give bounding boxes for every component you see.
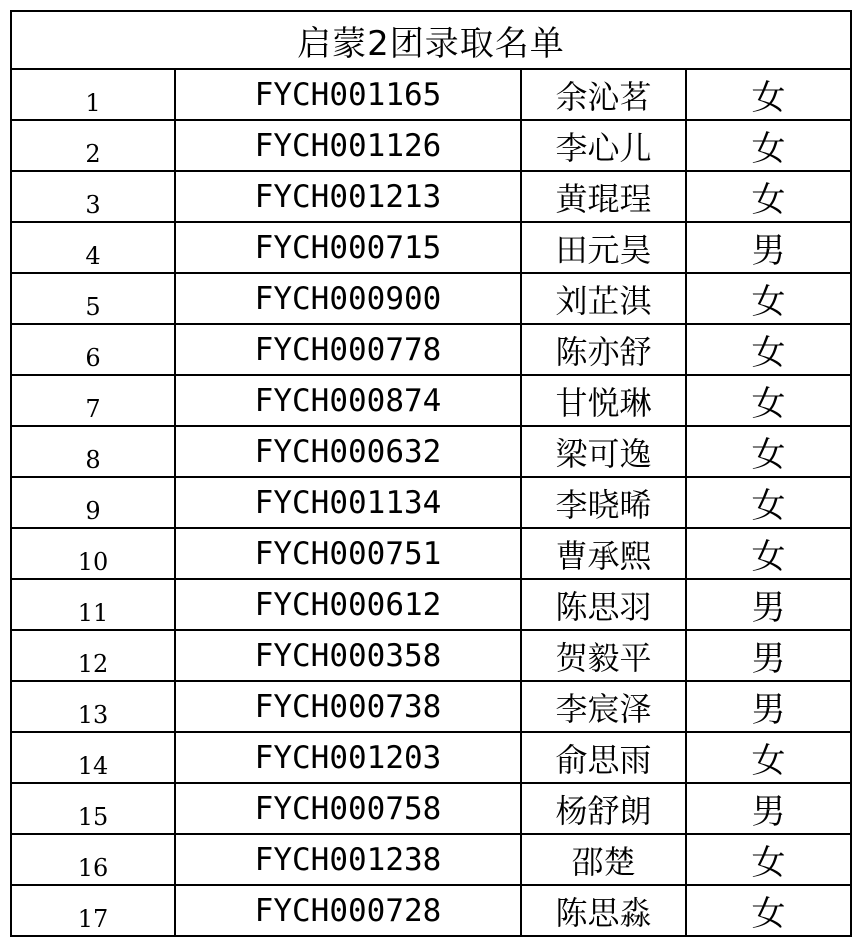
row-number: 14 (12, 732, 175, 783)
student-name: 梁可逸 (521, 426, 686, 477)
row-number: 6 (12, 324, 175, 375)
applicant-id: FYCH000738 (175, 681, 521, 732)
applicant-id: FYCH000874 (175, 375, 521, 426)
student-name: 黄琨珵 (521, 171, 686, 222)
student-gender: 女 (686, 426, 850, 477)
applicant-id: FYCH000778 (175, 324, 521, 375)
table-row (12, 885, 850, 935)
table-row (12, 171, 850, 222)
row-number: 10 (12, 528, 175, 579)
row-number: 1 (12, 70, 175, 120)
row-number: 3 (12, 171, 175, 222)
row-number: 17 (12, 885, 175, 935)
table-row (12, 477, 850, 528)
student-gender: 女 (686, 732, 850, 783)
student-gender: 女 (686, 375, 850, 426)
table-row (12, 120, 850, 171)
student-gender: 男 (686, 783, 850, 834)
student-gender: 男 (686, 222, 850, 273)
table-title: 启蒙2团录取名单 (12, 12, 850, 70)
roster-body (12, 70, 850, 935)
row-number: 12 (12, 630, 175, 681)
applicant-id: FYCH000728 (175, 885, 521, 935)
student-gender: 女 (686, 834, 850, 885)
row-number: 5 (12, 273, 175, 324)
table-row (12, 681, 850, 732)
row-number: 9 (12, 477, 175, 528)
row-number: 13 (12, 681, 175, 732)
student-name: 邵楚 (521, 834, 686, 885)
student-name: 贺毅平 (521, 630, 686, 681)
student-name: 曹承熙 (521, 528, 686, 579)
student-name: 俞思雨 (521, 732, 686, 783)
table-row (12, 579, 850, 630)
table-row (12, 783, 850, 834)
student-name: 田元昊 (521, 222, 686, 273)
applicant-id: FYCH001203 (175, 732, 521, 783)
applicant-id: FYCH001134 (175, 477, 521, 528)
student-gender: 女 (686, 171, 850, 222)
student-gender: 女 (751, 894, 786, 934)
row-number: 15 (12, 783, 175, 834)
student-name: 陈思淼 (521, 885, 686, 935)
row-number: 8 (12, 426, 175, 477)
applicant-id: FYCH000632 (175, 426, 521, 477)
applicant-id: FYCH001165 (175, 70, 521, 120)
roster-table (12, 70, 850, 935)
student-gender: 男 (686, 579, 850, 630)
applicant-id: FYCH001213 (175, 171, 521, 222)
applicant-id: FYCH000751 (175, 528, 521, 579)
table-row (12, 732, 850, 783)
student-name: 甘悦琳 (521, 375, 686, 426)
applicant-id: FYCH001126 (175, 120, 521, 171)
student-gender: 女 (686, 70, 850, 120)
student-gender: 女 (686, 324, 850, 375)
admission-list-table (10, 10, 852, 937)
student-gender: 女 (686, 528, 850, 579)
student-name: 李晓晞 (521, 477, 686, 528)
student-name: 陈亦舒 (521, 324, 686, 375)
row-number: 4 (12, 222, 175, 273)
student-name: 李心儿 (521, 120, 686, 171)
table-row (12, 273, 850, 324)
row-number: 16 (12, 834, 175, 885)
student-name: 陈思羽 (521, 579, 686, 630)
applicant-id: FYCH000612 (175, 579, 521, 630)
table-row (12, 834, 850, 885)
student-gender: 男 (686, 630, 850, 681)
table-row (12, 70, 850, 120)
student-name: 余沁茗 (521, 70, 686, 120)
table-row (12, 528, 850, 579)
student-gender: 男 (686, 681, 850, 732)
student-gender: 女 (686, 120, 850, 171)
applicant-id: FYCH000358 (175, 630, 521, 681)
student-name: 李宸泽 (521, 681, 686, 732)
applicant-id: FYCH000715 (175, 222, 521, 273)
student-gender: 女 (686, 273, 850, 324)
applicant-id: FYCH000758 (175, 783, 521, 834)
student-gender: 女 (686, 477, 850, 528)
applicant-id: FYCH000900 (175, 273, 521, 324)
applicant-id: FYCH001238 (175, 834, 521, 885)
table-row (12, 426, 850, 477)
row-number: 7 (12, 375, 175, 426)
table-row (12, 375, 850, 426)
student-name: 刘芷淇 (521, 273, 686, 324)
table-row (12, 630, 850, 681)
row-number: 2 (12, 120, 175, 171)
student-name: 杨舒朗 (521, 783, 686, 834)
table-row (12, 324, 850, 375)
row-number: 11 (12, 579, 175, 630)
table-row (12, 222, 850, 273)
